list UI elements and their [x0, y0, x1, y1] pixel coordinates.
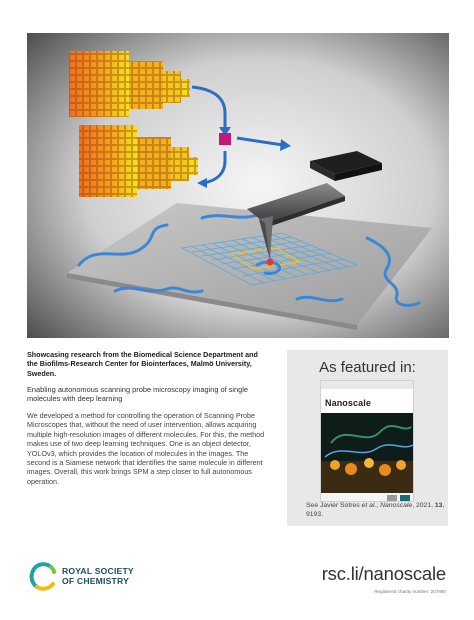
rsc-wordmark	[62, 566, 134, 586]
featured-panel	[287, 350, 448, 526]
journal-cover[interactable]	[320, 380, 414, 502]
rsc-logo[interactable]	[29, 560, 179, 600]
reference-etal: et al.	[361, 502, 377, 509]
reference-year: 2021,	[415, 502, 435, 509]
featured-title: As featured in:	[319, 359, 416, 376]
article-description: We developed a method for controlling the operation of Scanning Probe Microscopes that, without the need of user intervention, allows acquiring multiple high-resolution images of different molecules. For this, the method makes use of two deep learning techniques. One is an object detector, YOLOv3, which provides the location of molecules in the images. The second is a Siamese network that identifies the same molecule in different images. Overall, this work brings SPM a step closer to full autonomous operation.	[27, 410, 265, 486]
cover-journal-name: Nanoscale	[325, 398, 371, 408]
siamese-node	[219, 133, 231, 145]
cover-footer-mark	[387, 495, 397, 501]
showcase-text: Showcasing research from the Biomedical Science Department and the Biofilms-Research Center for Biointerfaces, Malmö University, Sweden.	[27, 350, 258, 378]
reference-pages: , 9193.	[306, 502, 445, 518]
cover-footer	[321, 493, 414, 502]
cover-publisher-mark	[400, 495, 410, 501]
rsc-wordmark-line2: OF CHEMISTRY	[62, 576, 130, 586]
rsc-emblem-icon	[29, 562, 57, 592]
journal-url[interactable]: rsc.li/nanoscale	[321, 563, 446, 584]
charity-number: Registered charity number: 207890	[374, 589, 446, 594]
reference-prefix: See Javier Sotres	[306, 502, 362, 509]
article-title: Enabling autonomous scanning probe microscopy imaging of single molecules with deep learning	[27, 384, 249, 404]
cover-header-band	[321, 381, 414, 389]
reference-volume: 13	[434, 502, 443, 509]
rsc-wordmark-line1: ROYAL SOCIETY	[62, 566, 134, 576]
cover-illustration	[27, 33, 449, 338]
cover-art	[321, 413, 414, 493]
article-reference: See Javier Sotres et al., Nanoscale, 2021, 13, 9193.	[306, 502, 445, 518]
info-block	[27, 350, 267, 486]
reference-journal: Nanoscale	[380, 502, 413, 509]
